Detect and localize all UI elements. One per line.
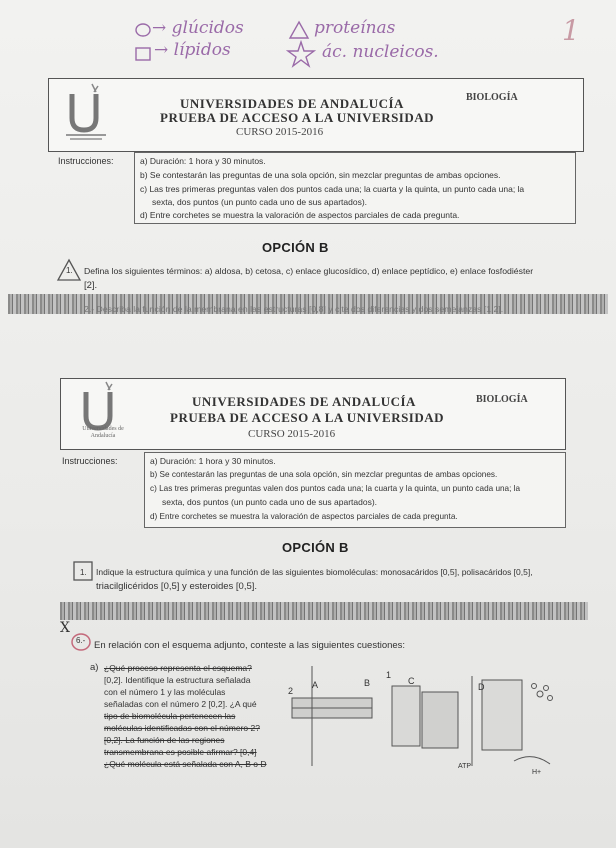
exam2-course: CURSO 2015-2016: [248, 428, 336, 440]
exam1-subject: BIOLOGÍA: [466, 92, 518, 103]
exam1-q2-text: 2.- Describa la función de la membrana en las estructuras [0,8] y cite dos diferencias y dos semejanzas [1,2].: [84, 304, 504, 314]
exam2-q1-number: 1.: [80, 568, 87, 577]
exam2-instruction-b: b) Se contestarán las preguntas de una sola opción, sin mezclar preguntas de ambas opciones.: [150, 470, 498, 479]
exam2-instruction-a: a) Duración: 1 hora y 30 minutos.: [150, 456, 276, 466]
handwritten-page-number: 1: [562, 14, 580, 47]
exam1-title-line2: PRUEBA DE ACCESO A LA UNIVERSIDAD: [160, 110, 435, 125]
exam2-title-line1: UNIVERSIDADES DE ANDALUCÍA: [192, 394, 416, 409]
circle-icon: [134, 22, 152, 38]
exam2-instruction-d: d) Entre corchetes se muestra la valoración de aspectos parciales de cada pregunta.: [150, 512, 458, 521]
exam2-subject: BIOLOGÍA: [476, 394, 528, 405]
exam1-q1-number: 1.: [66, 266, 73, 275]
exam2-option-title: OPCIÓN B: [282, 540, 349, 555]
diagram-label-ATP: ATP: [458, 763, 472, 770]
exam2-logo-caption: Universidades de Andalucía: [82, 426, 124, 439]
exam2-instruction-c: c) Las tres primeras preguntas valen dos puntos cada una; la cuarta y la quinta, un punto cada una; la: [150, 484, 521, 493]
exam2-q6-a-text: ¿Qué proceso representa el esquema? [0,2]. Identifique la estructura señalada con el número 1 y las moléculas señaladas con el número 2 [0,2]. ¿A qué tipo de biomolécula pertenecen las moléculas identificadas con el número 2? [0,2]. La función de las regiones transmembrana es posible afirmar? [0,4] ¿Qué molécula está señalada con A, B o D: [104, 663, 267, 769]
diagram-label-A: A: [312, 680, 319, 690]
exam1-q1-text: Defina los siguientes términos: a) aldosa, b) cetosa, c) enlace glucosídico, d) enlace peptídico, e) enlace fosfodiéster: [84, 266, 534, 276]
exam2-q6-number: 6.-: [76, 636, 86, 645]
exam2-q1-text: Indique la estructura química y una función de las siguientes biomoléculas: monosacáridos [0,5], polisacáridos [0,5],: [96, 567, 533, 577]
exam2-instructions-label: Instrucciones:: [62, 456, 118, 466]
diagram-label-C: C: [408, 676, 415, 686]
square-icon: [134, 46, 152, 62]
exam1-course: CURSO 2015-2016: [236, 126, 324, 138]
torn-edge: [60, 602, 588, 620]
exam1-instruction-c2: sexta, dos puntos (un punto cada uno de sus apartados).: [152, 197, 368, 207]
diagram-label-D: D: [478, 682, 485, 692]
star-icon: [286, 40, 316, 68]
exam1-instruction-d: d) Entre corchetes se muestra la valoración de aspectos parciales de cada pregunta.: [140, 210, 460, 220]
exam2-q6-intro: En relación con el esquema adjunto, conteste a las siguientes cuestiones:: [94, 640, 406, 651]
diagram-label-H: H+: [532, 769, 542, 776]
exam1-option-title: OPCIÓN B: [262, 240, 329, 255]
diagram-label-1: 1: [386, 670, 392, 680]
exam2-q1-text-line2: triacilglicéridos [0,5] y esteroides [0,5].: [96, 581, 258, 592]
legend-proteinas: proteínas: [314, 18, 396, 38]
membrane-diagram: [282, 656, 572, 776]
diagram-label-2: 2: [288, 686, 294, 696]
exam1-q1-text-line2: [2].: [84, 280, 98, 291]
exam1-instruction-c: c) Las tres primeras preguntas valen dos puntos cada una; la cuarta y la quinta, un punto cada una; la: [140, 184, 525, 194]
legend-acidos-nucleicos: ác. nucleicos.: [322, 42, 439, 62]
exam2-q6-a-label: a): [90, 662, 99, 673]
university-logo: [58, 80, 114, 142]
exam2-title-line2: PRUEBA DE ACCESO A LA UNIVERSIDAD: [170, 410, 445, 425]
exam1-title-line1: UNIVERSIDADES DE ANDALUCÍA: [180, 96, 404, 111]
exam1-instructions-label: Instrucciones:: [58, 156, 114, 166]
exam1-instruction-a: a) Duración: 1 hora y 30 minutos.: [140, 156, 266, 166]
legend-lipidos: → lípidos: [154, 40, 231, 60]
exam2-instruction-c2: sexta, dos puntos (un punto cada uno de sus apartados).: [162, 497, 378, 507]
legend-glucidos: → glúcidos: [152, 18, 244, 38]
exam1-instruction-b: b) Se contestarán las preguntas de una sola opción, sin mezclar preguntas de ambas opciones.: [140, 170, 501, 180]
diagram-label-B: B: [364, 678, 371, 688]
handwritten-cross-mark: X: [60, 620, 70, 636]
triangle-icon: [288, 20, 310, 40]
